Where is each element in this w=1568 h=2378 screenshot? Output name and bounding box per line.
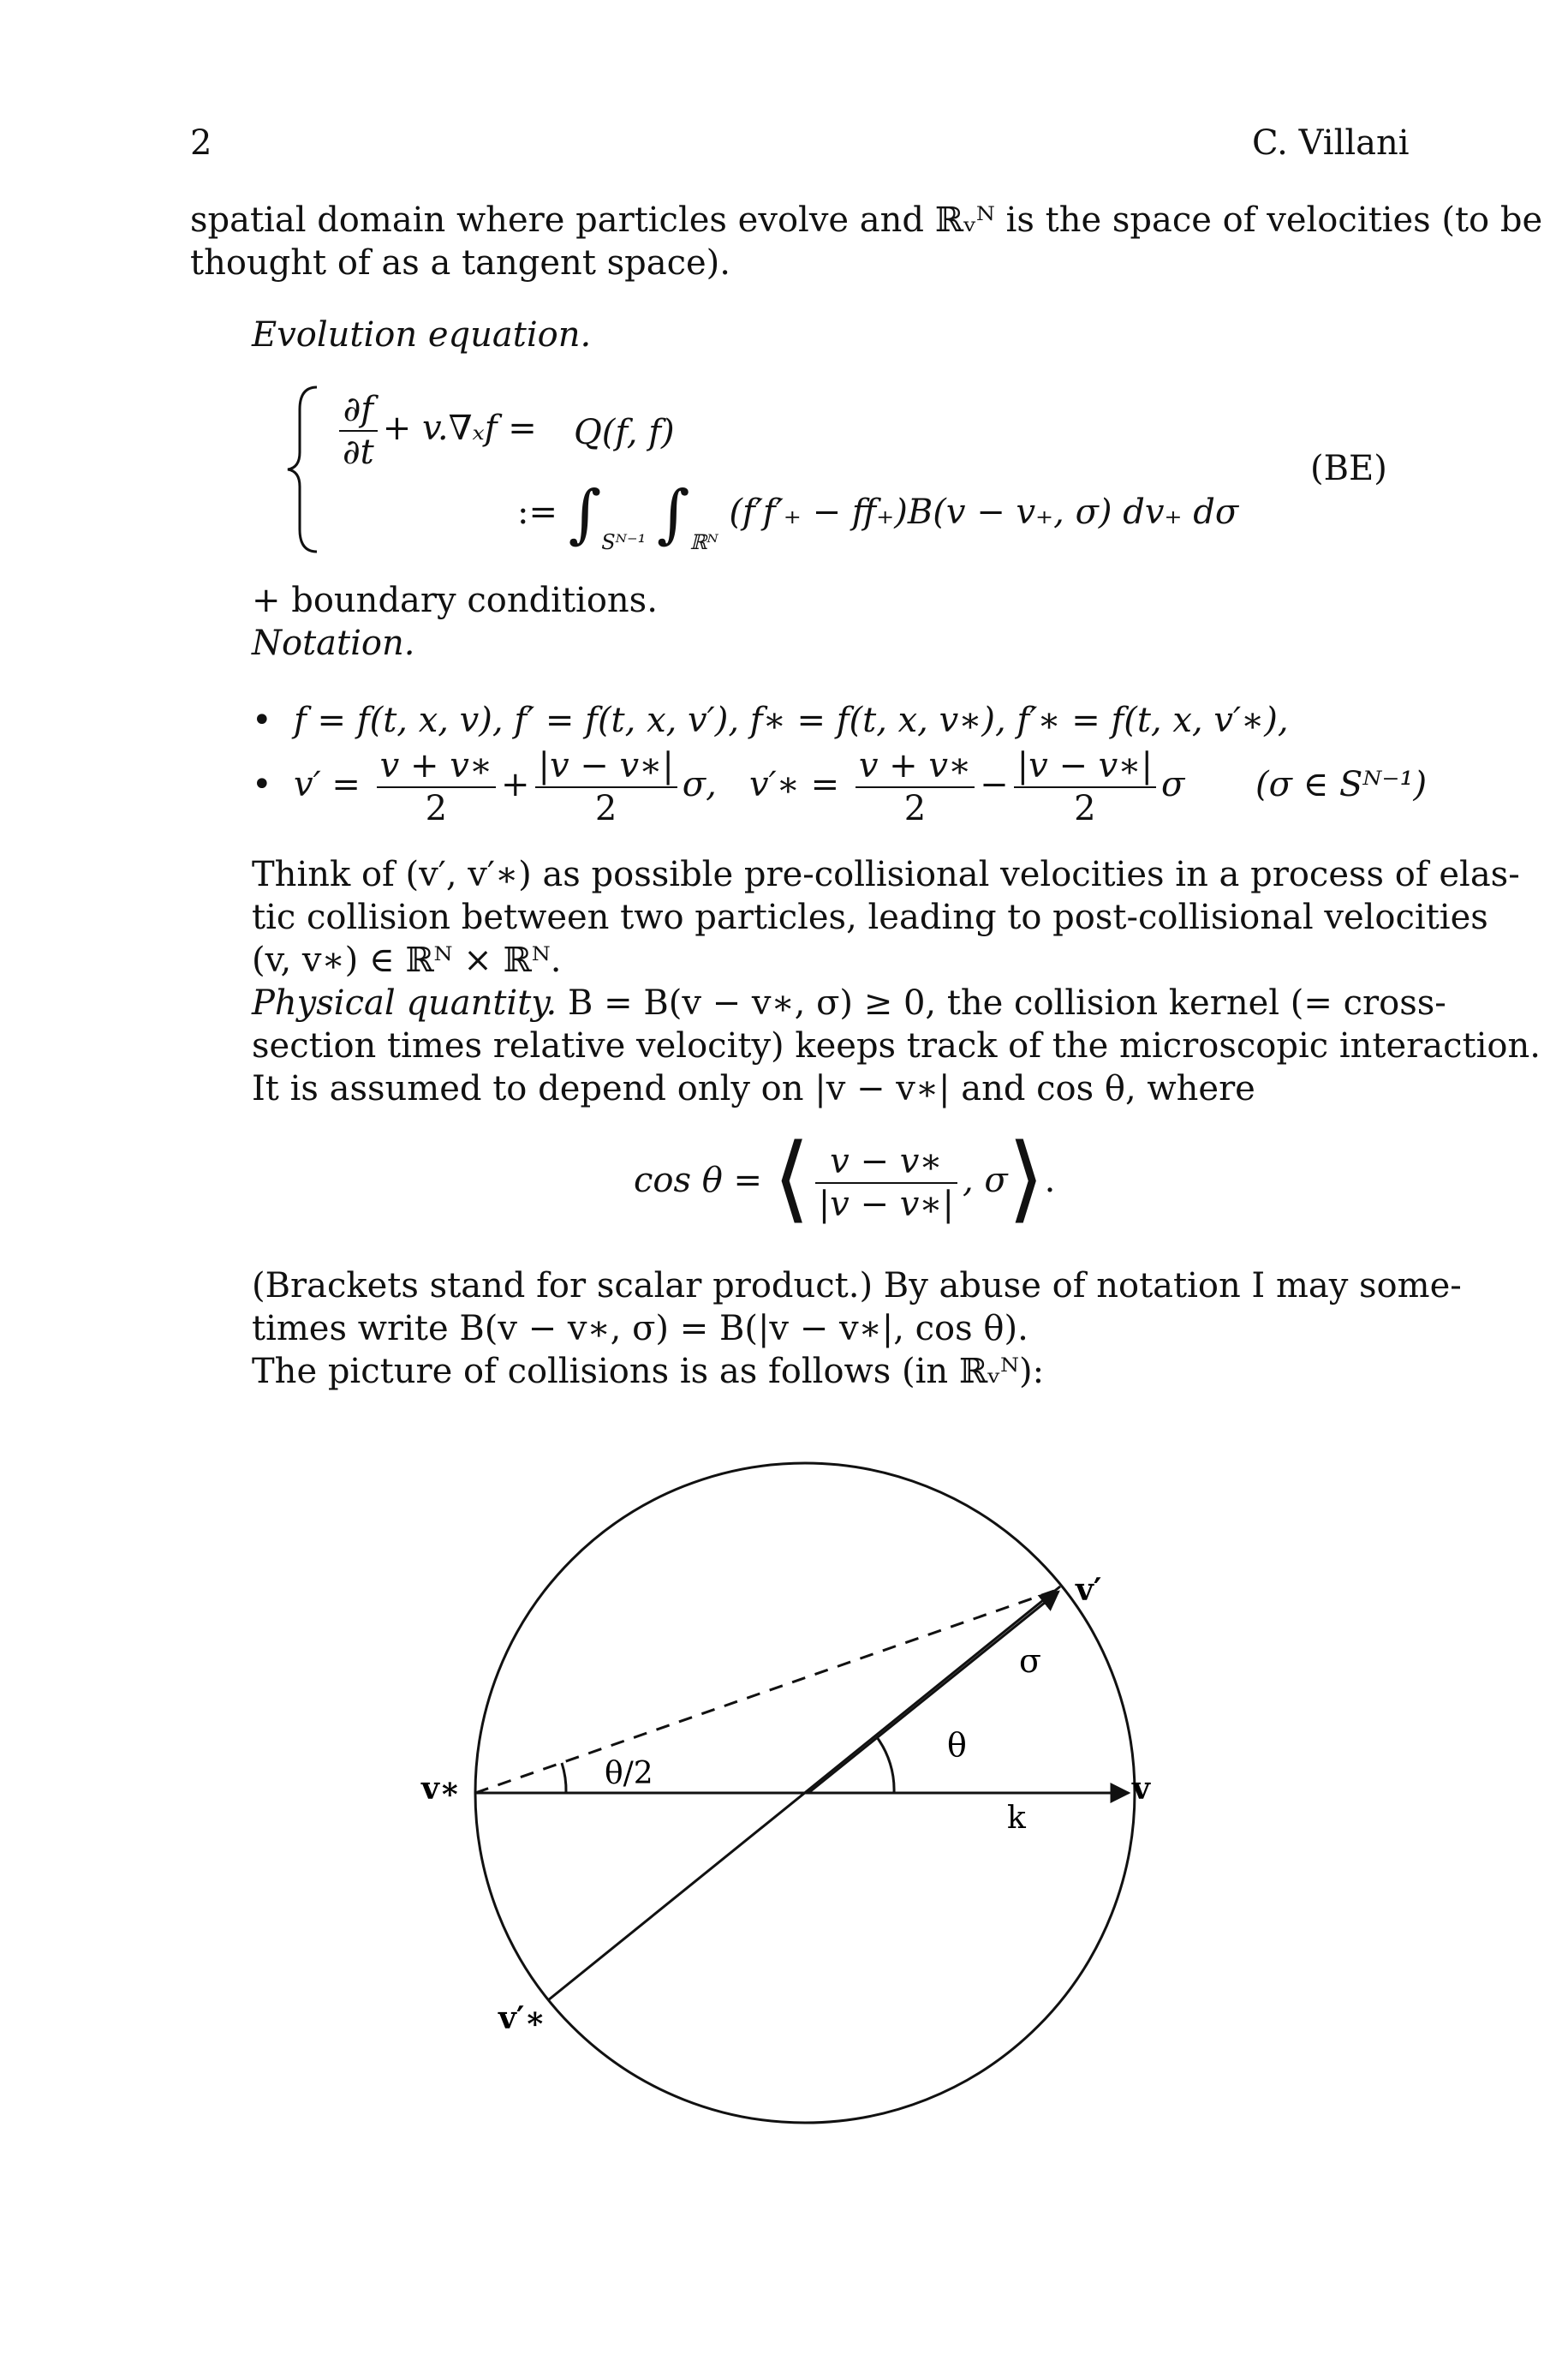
cos-num: v − v∗: [815, 1141, 957, 1184]
bullet-icon: •: [252, 701, 295, 740]
physical-line-3: It is assumed to depend only on |v − v∗| and cos θ, where: [252, 1069, 1255, 1108]
equation-label: (BE): [1310, 449, 1387, 488]
half-theta-arc: [562, 1763, 566, 1793]
boundary-conditions: + boundary conditions.: [252, 581, 658, 620]
page-number: 2: [190, 123, 212, 163]
sigma-arrow: [808, 1592, 1058, 1793]
vprimestar-label: v′∗ =: [748, 765, 840, 804]
frac3-num: v + v∗: [856, 745, 975, 788]
label-sigma: σ: [1019, 1642, 1041, 1680]
physical-line-1-rest: B = B(v − v∗, σ) ≥ 0, the collision kernel (= cross-: [557, 983, 1446, 1023]
plus-sign: +: [501, 765, 530, 804]
think-line-1: Think of (v′, v′∗) as possible pre-collisional velocities in a process of elas-: [252, 855, 1520, 894]
sigma-2: σ: [1160, 765, 1185, 804]
integral-domain-velocity: ℝᴺ: [689, 530, 718, 554]
integral-sign-sphere: ∫: [568, 477, 602, 551]
integrand: (f′f′₊ − ff₊)B(v − v₊, σ) dv₊ dσ: [729, 493, 1239, 532]
label-vprimestar: v′∗: [498, 2000, 546, 2036]
rhs-collision-operator: Q(f, f): [574, 413, 675, 452]
bullet-1-text: f = f(t, x, v), f′ = f(t, x, v′), f∗ = f(t, x, v∗), f′∗ = f(t, x, v′∗),: [294, 701, 1289, 740]
intro-line-1: spatial domain where particles evolve and ℝᵥᴺ is the space of velocities (to be: [190, 200, 1543, 240]
physical-line-2: section times relative velocity) keeps track of the microscopic interaction.: [252, 1026, 1541, 1066]
brackets-line-1: (Brackets stand for scalar product.) By abuse of notation I may some-: [252, 1266, 1462, 1306]
cos-den: |v − v∗|: [818, 1185, 954, 1224]
evolution-heading: Evolution equation.: [252, 315, 592, 355]
frac4-num: |v − v∗|: [1014, 745, 1156, 788]
sigma-1: σ,: [682, 765, 717, 804]
frac1-num: v + v∗: [377, 745, 496, 788]
label-k: k: [1007, 1801, 1026, 1836]
left-angle-bracket: ⟨: [772, 1123, 810, 1233]
assign-symbol: :=: [517, 493, 569, 532]
frac3-den: 2: [903, 789, 927, 828]
vprime-label: v′ =: [294, 765, 361, 804]
label-half-theta: θ/2: [605, 1756, 653, 1791]
running-author: C. Villani: [1252, 123, 1410, 163]
intro-line-2: thought of as a tangent space).: [190, 243, 730, 283]
cos-tail: , σ: [962, 1161, 1008, 1200]
minus-sign: −: [980, 765, 1009, 804]
notation-heading: Notation.: [252, 624, 415, 663]
lhs-partial-t: ∂t: [343, 433, 374, 472]
cos-end: .: [1044, 1161, 1056, 1200]
lhs-partial-f: ∂f: [339, 389, 378, 432]
label-v: v: [1132, 1771, 1150, 1807]
bullet-icon: •: [252, 765, 295, 804]
right-angle-bracket: ⟩: [1007, 1123, 1045, 1233]
brackets-line-3: The picture of collisions is as follows (in ℝᵥᴺ):: [252, 1352, 1045, 1391]
cos-lhs: cos θ =: [634, 1161, 763, 1200]
think-line-2: tic collision between two particles, leading to post-collisional velocities: [252, 898, 1488, 937]
frac2-den: 2: [594, 789, 617, 828]
dashed-vstar-vprime: [475, 1590, 1057, 1793]
brackets-line-2: times write B(v − v∗, σ) = B(|v − v∗|, cos θ).: [252, 1309, 1028, 1348]
lhs-rest: + v.∇ₓf =: [382, 409, 537, 448]
think-line-3: (v, v∗) ∈ ℝᴺ × ℝᴺ.: [252, 941, 562, 980]
sigma-condition: (σ ∈ Sᴺ⁻¹): [1255, 765, 1428, 804]
frac1-den: 2: [425, 789, 448, 828]
theta-arc: [877, 1737, 894, 1793]
frac2-num: |v − v∗|: [535, 745, 677, 788]
integral-sign-velocity: ∫: [656, 477, 690, 551]
label-vprime: v′: [1076, 1572, 1102, 1608]
label-vstar: v∗: [421, 1771, 461, 1807]
physical-heading: Physical quantity.: [252, 983, 557, 1023]
label-theta: θ: [947, 1726, 967, 1764]
frac4-den: 2: [1074, 789, 1096, 828]
integral-domain-sphere: Sᴺ⁻¹: [601, 530, 647, 554]
